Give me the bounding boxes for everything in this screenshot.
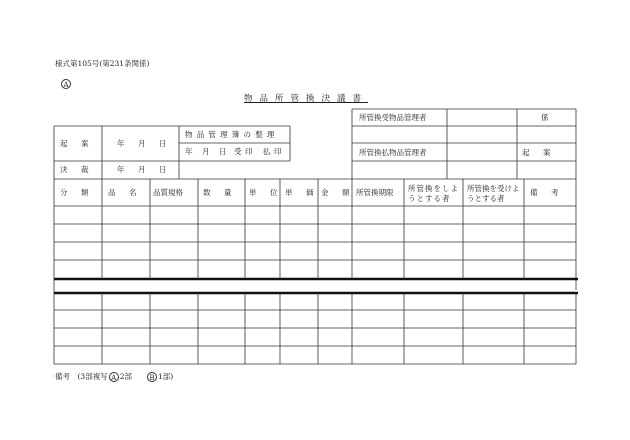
col-header-category: 分 類 — [60, 188, 92, 197]
receiver-manager-label: 所管換受物品管理者 — [359, 113, 427, 122]
kessai-row-label: 決 裁 — [60, 165, 92, 174]
ledger-sub-receive: 受 — [234, 147, 242, 156]
form-mark-a: A — [61, 72, 71, 91]
col-header-unit-price: 単 価 — [285, 188, 317, 197]
note-suffix: 1部) — [157, 372, 174, 382]
note-prefix: 備考 (3部複写 — [55, 372, 108, 382]
ledger-sub-seal1: 印 — [245, 147, 253, 156]
col-header-item-name: 品 名 — [108, 188, 140, 197]
ledger-sub-year: 年 — [185, 147, 193, 156]
ledger-sub-month: 月 — [202, 147, 210, 156]
col-header-unit: 単 位 — [249, 188, 281, 197]
ledger-header: 物品管理簿の整理 — [185, 130, 279, 139]
col-header-transferee: 所管換を受けようとする者 — [467, 184, 520, 203]
footer-note — [55, 372, 173, 382]
ledger-sub-seal2: 印 — [274, 147, 282, 156]
col-header-quantity: 数 量 — [203, 188, 235, 197]
document-title: 物品所管換決議書 — [244, 94, 369, 104]
col-header-deadline: 所管換期限 — [356, 188, 394, 197]
note-mark-b: B — [147, 372, 157, 382]
col-header-amount: 金 額 — [321, 188, 353, 197]
kessai-row-date: 年 月 日 — [117, 165, 170, 174]
kian-row-date: 年 月 日 — [117, 139, 170, 148]
col-header-remarks: 備 考 — [530, 188, 562, 197]
kian-row-label: 起 案 — [60, 139, 92, 148]
note-mid: 2部 — [119, 372, 132, 382]
ledger-sub-pay: 払 — [263, 147, 271, 156]
col-header-spec: 品質規格 — [153, 188, 183, 197]
form-number: 様式第105号(第231条関係) — [55, 59, 150, 68]
kian-label-right: 起 案 — [522, 148, 554, 157]
kakari-label: 係 — [541, 113, 549, 122]
ledger-sub-day: 日 — [219, 147, 227, 156]
payer-manager-label: 所管換払物品管理者 — [359, 148, 427, 157]
note-mark-a: A — [109, 372, 119, 382]
col-header-transferor: 所管換をしようとする者 — [408, 184, 459, 203]
